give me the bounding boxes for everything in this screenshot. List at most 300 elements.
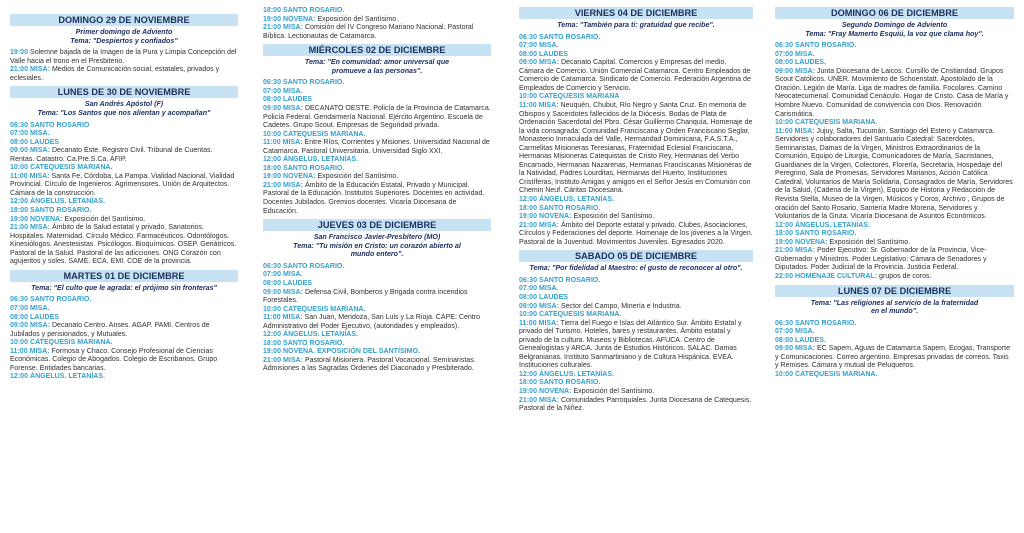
- entry-time: 19:00: [10, 215, 29, 223]
- schedule-list: [519, 277, 753, 414]
- entry-time: 09:00: [10, 322, 29, 330]
- entry-label: CATEQUESIS MARIANA.: [283, 130, 366, 138]
- entry-label: ÁNGELUS. LETANÍAS.: [283, 156, 359, 164]
- theme-line: San Francisco Javier-Presbítero (MO): [313, 233, 441, 242]
- entry-label: NOVENA:: [30, 215, 63, 223]
- entry-label: MISA:: [539, 396, 559, 404]
- entry-label: NOVENA:: [283, 173, 316, 181]
- entry-label: MISA:: [794, 127, 815, 135]
- schedule-list: [775, 42, 1014, 281]
- theme-line: promueve a las personas".: [331, 66, 423, 75]
- entry-label: MISA:: [30, 322, 50, 330]
- entry-label: ÁNGELUS. LETANÍAS.: [795, 221, 871, 229]
- entry-time: 12:00: [10, 198, 29, 206]
- entry-text: Comisión del IV Congreso Mariano Nacional. Pastoral Bíblica. Lectionautas de Catamarca.: [263, 24, 474, 40]
- schedule-entry: [10, 296, 238, 305]
- entry-label: SANTO ROSARIO.: [283, 164, 345, 172]
- theme-line: en el mundo".: [870, 307, 919, 316]
- entry-label: MISA.: [30, 130, 50, 138]
- entry-time: 11:00: [10, 347, 28, 355]
- entry-text: Decanato Este. Registro Civil. Tribunal de Cuentas. Rentas. Catastro. Ca.Pre.S.Ca. AFIP.: [10, 147, 213, 163]
- schedule-entry: [10, 216, 238, 225]
- day-theme: [523, 264, 749, 273]
- schedule-entry: [775, 320, 1014, 329]
- day-header: SABADO 05 DE DICIEMBRE: [519, 250, 753, 262]
- day-theme: [523, 21, 749, 30]
- entry-time: 10:00: [10, 339, 29, 347]
- schedule-entry: [775, 273, 1014, 282]
- entry-time: 07:00: [775, 328, 794, 336]
- entry-time: 19:00: [263, 348, 282, 356]
- entry-label: ÁNGELUS. LETANÍAS.: [30, 373, 106, 381]
- schedule-entry: [263, 173, 491, 182]
- schedule-entry: [263, 88, 491, 97]
- entry-label: SANTO ROSARIO.: [283, 7, 345, 14]
- entry-label: ÁNGELUS. LETANÍAS.: [283, 331, 359, 339]
- day-header: MIÉRCOLES 02 DE DICIEMBRE: [263, 44, 491, 56]
- schedule-entry: [775, 345, 1014, 371]
- entry-label: SANTO ROSARIO: [30, 121, 90, 129]
- entry-label: NOVENA:: [539, 387, 572, 395]
- entry-text: Poder Ejecutivo: Sr. Gobernador de la Provincia, Vice-Gobernador y Ministros. Poder Legislativo: Cámara de Senadores y Diputados. Poder Judicial de la Provincia. Justicia Federal.: [775, 247, 987, 272]
- entry-text: Comunidades Parroquiales. Junta Diocesana de Catequesis. Pastoral de la Niñez.: [519, 396, 752, 413]
- schedule-entry: [263, 24, 491, 41]
- entry-time: 06:30: [10, 121, 29, 129]
- schedule-entry: [10, 49, 238, 66]
- entry-time: 09:00: [519, 59, 538, 67]
- entry-label: CATEQUESIS MARIANA.: [283, 305, 366, 313]
- schedule-entry: [10, 147, 238, 164]
- schedule-entry: [10, 207, 238, 216]
- entry-label: MISA:: [283, 24, 303, 32]
- entry-time: 08:00: [519, 50, 538, 58]
- schedule-entry: [519, 213, 753, 222]
- entry-time: 10:00: [263, 130, 282, 138]
- entry-time: 11:00: [519, 101, 537, 109]
- entry-text: Sector del Campo, Minería e Industria.: [560, 302, 682, 310]
- schedule-list: [519, 34, 753, 248]
- schedule-entry: [10, 224, 238, 267]
- entry-label: NOVENA. EXPOSICIÓN DEL SANTÍSIMO.: [283, 348, 420, 356]
- day-theme: [267, 58, 487, 75]
- entry-time: 10:00: [775, 119, 794, 127]
- entry-time: 21:00: [519, 396, 538, 404]
- day-section: [769, 7, 1020, 285]
- entry-text: Defensa Civil, Bomberos y Brigada contra incendios Forestales.: [263, 288, 468, 305]
- entry-time: 19:00: [519, 387, 538, 395]
- entry-text: Exposición del Santísimo.: [317, 173, 399, 181]
- day-header: MARTES 01 DE DICIEMBRE: [10, 270, 238, 282]
- day-header: DOMINGO 29 DE NOVIEMBRE: [10, 14, 238, 26]
- entry-time: 07:00: [263, 271, 282, 279]
- theme-line: Tema: "En comunidad: amor universal que: [304, 58, 450, 67]
- schedule-entry: [10, 173, 238, 199]
- schedule-entry: [519, 93, 753, 102]
- theme-line: mundo entero".: [350, 250, 404, 259]
- column-4: [769, 0, 1020, 526]
- entry-label: MISA:: [283, 181, 303, 189]
- entry-label: MISA:: [539, 302, 559, 310]
- entry-time: 09:00: [10, 147, 29, 155]
- schedule-entry: [519, 294, 753, 303]
- schedule-list: [10, 296, 238, 381]
- schedule-entry: [519, 42, 753, 51]
- schedule-entry: [263, 16, 491, 25]
- schedule-entry: [519, 379, 753, 388]
- entry-time: 08:00: [263, 96, 282, 104]
- day-theme: [14, 284, 234, 293]
- entry-text: DECANATO OESTE. Policía de la Provincia de Catamarca. Policía Federal. Gendarmería Nacional. Ejército Argentino. Escuela de Cadetes. Grupo Scout. Empresas de Seguridad privada.: [263, 105, 491, 130]
- entry-time: 19:00: [263, 173, 282, 181]
- entry-label: MISA:: [795, 247, 815, 255]
- schedule-entry: [519, 311, 753, 320]
- entry-label: SANTO ROSARIO.: [30, 207, 92, 215]
- theme-line: Tema: "Las religiones al servicio de la fraternidad: [810, 298, 979, 307]
- entry-text: Pastoral Misionera. Pastoral Vocacional. Seminaristas. Admisiones a las Sagradas Órdenes del Diaconado y Presbiterado.: [263, 356, 476, 373]
- schedule-entry: [519, 320, 753, 371]
- column-3: [513, 0, 759, 526]
- entry-time: 11:00: [10, 172, 28, 180]
- schedule-entry: [775, 337, 1014, 346]
- theme-line: Tema: "Tu misión en Cristo: un corazón abierto al: [293, 241, 461, 250]
- entry-text: Formosa y Chaco. Consejo Profesional de Ciencias Económicas. Colegio de Abogados. Colegio de Escribanos. Grupo Forense. Entidades bancarias.: [10, 347, 218, 372]
- schedule-entry: [10, 373, 238, 382]
- entry-time: 09:00: [519, 302, 538, 310]
- entry-label: MISA.: [283, 87, 303, 95]
- entry-time: 09:00: [263, 288, 282, 296]
- entry-text: Ámbito de la Salud estatal y privado. Sanatorios. Hospitales. Maternidad. Círculo Médico. Farmacéuticos. Odontólogos. Kinesiólogos. Anestesistas. Psicólogos. Bioquímicos. OSEP. Geriátricos. Pastoral de la Salud. Pastoral de las adicciones. ONG Corazón con agujeritos y soles. SAME. ECA. EMI. COE de la provincia.: [10, 224, 237, 266]
- entry-time: 10:00: [10, 164, 29, 172]
- entry-label: SANTO ROSARIO.: [795, 42, 857, 50]
- schedule-entry: [263, 357, 491, 374]
- schedule-entry: [775, 59, 1014, 68]
- entry-time: 11:00: [263, 314, 281, 322]
- entry-label: MISA.: [539, 285, 559, 293]
- entry-label: MISA:: [282, 139, 303, 147]
- schedule-entry: [263, 156, 491, 165]
- entry-label: HOMENAJE CULTURAL:: [795, 272, 878, 280]
- entry-text: Neuquén, Chubut, Río Negro y Santa Cruz. En memoria de Obispos y Sacerdotes fallecidos de la Diócesis. Bodas de Plata de Ordenación Sacerdotal del Pbro. César Guillermo Chanquía. Homenaje de la vida consagrada: Comunidad Franciscana y Orden Franciscano Seglar, Monasterio Inmaculada del Valle, Hermandad Dominicana, F.A.S.T.A., Carmelitas Misioneras Teresianas, Fraternidad Eclesial Franciscana, Hermanas Misioneras Catequistas de Cristo Rey, Hermanas del Verbo Encarnado, Hermanas Nazarenas, Hermanas Franciscanas Misioneras de la Natividad, Padres Lourditas, Hermanas del Huerto, Instituciones Cristíferas, Instituto Amigas y amigos en el Señor Jesús en Comunión con Chemin Neuf. Cáritas Diocesana.: [519, 101, 753, 195]
- schedule-entry: [775, 371, 1014, 380]
- entry-label: CATEQUESIS MARIANA.: [795, 370, 878, 378]
- column-1: [4, 0, 244, 533]
- schedule-entry: [775, 51, 1014, 60]
- entry-text: Entre Ríos, Corrientes y Misiones. Universidad Nacional de Catamarca. Pastoral Universitaria. Universidad Siglo XXI.: [263, 139, 490, 155]
- entry-label: LAUDES: [539, 50, 568, 58]
- theme-line: San Andrés Apóstol (F): [84, 100, 164, 109]
- entry-label: MISA:: [283, 356, 303, 364]
- entry-label: ÁNGELUS. LETANÍAS.: [539, 195, 615, 203]
- entry-label: LAUDES: [30, 313, 59, 321]
- schedule-list: [10, 49, 238, 83]
- entry-text: Decanato Centro. Anses. AGAP. PAMI. Centros de Jubilados y pensionados, y Mutuales.: [10, 322, 210, 338]
- schedule-entry: [263, 7, 491, 16]
- entry-label: CATEQUESIS MARIANA.: [539, 311, 622, 319]
- theme-line: Tema: "También para ti: gratuidad que recibe".: [557, 21, 715, 29]
- day-section: [4, 14, 244, 86]
- entry-label: MISA:: [30, 66, 50, 74]
- entry-time: 07:00: [519, 42, 538, 50]
- day-header: JUEVES 03 DE DICIEMBRE: [263, 219, 491, 231]
- schedule-entry: [775, 128, 1014, 222]
- entry-text: Jujuy, Salta, Tucumán, Santiago del Estero y Catamarca. Servidores y colaboradores del Santuario Catedral: Sacerdotes, Seminaristas, Damas de la Virgen, Ministros Extraordinarios de la Comunión, Equipo de Liturgia, Comunicadores de María, Sacristanes, Guardianes de la Virgen, Colectores, Florería, Secretaría, Hospedaje del Peregrino, Sala de Promesas, Servidores Marianos, Acción Católica Catedral, Voluntarios de María Solidaria, Consagrados de María, Servidores de la Salud, (Cadena de la Virgen), Equipo de Historia y Redacción de Revista Stella, Museo de la Virgen, Músicos y Coros, Archivo , Grupos de oración del Santo Rosario, Santería Madre Morena, Servidores y Voluntarios de la Gruta. Vicaría Diocesana de Asuntos Económicos.: [775, 127, 1013, 221]
- schedule-entry: [519, 205, 753, 214]
- entry-time: 06:30: [775, 42, 794, 50]
- entry-label: CATEQUESIS MARIANA.: [795, 119, 878, 127]
- entry-time: 21:00: [775, 247, 794, 255]
- day-section: [513, 250, 759, 416]
- schedule-entry: [263, 139, 491, 156]
- schedule-entry: [775, 230, 1014, 239]
- schedule-entry: [263, 289, 491, 306]
- entry-text: Santa Fe, Córdoba, La Pampa. Vialidad Nacional, Vialidad Provincial. Círculo de Ingenieros. Agrimensores. Unión de Arquitectos. Cámara de la construcción.: [10, 172, 235, 197]
- schedule-entry: [263, 271, 491, 280]
- entry-label: SANTO ROSARIO.: [539, 204, 601, 212]
- schedule-entry: [519, 285, 753, 294]
- day-header: LUNES 07 DE DICIEMBRE: [775, 285, 1014, 297]
- entry-label: ÁNGELUS. LETANÍAS.: [539, 370, 615, 378]
- entry-time: 06:30: [775, 319, 794, 327]
- entry-label: MISA:: [29, 347, 50, 355]
- entry-label: SANTO ROSARIO.: [539, 379, 601, 387]
- schedule-entry: [263, 182, 491, 216]
- day-theme: [779, 21, 1010, 38]
- entry-time: 11:00: [263, 139, 281, 147]
- day-header: LUNES DE 30 DE NOVIEMBRE: [10, 86, 238, 98]
- entry-time: 08:00: [263, 280, 282, 287]
- entry-text: Exposición del Santísimo.: [317, 15, 399, 23]
- schedule-list: [263, 79, 491, 216]
- entry-label: MISA:: [283, 288, 303, 296]
- entry-time: 19:00: [519, 213, 538, 221]
- entry-time: 09:00: [263, 105, 282, 113]
- entry-text: EC Sapem, Aguas de Catamarca Sapem, Ecogas, Transporte y Comunicaciones. Correo argentino. Empresas privadas de correos. Taxis y Remises. Cámara y mutual de Peluqueros.: [775, 345, 1011, 370]
- entry-time: 07:00: [519, 285, 538, 293]
- entry-time: 11:00: [519, 319, 537, 327]
- schedule-entry: [263, 96, 491, 105]
- entry-label: LAUDES: [30, 138, 59, 146]
- schedule-entry: [10, 348, 238, 374]
- schedule-entry: [519, 34, 753, 43]
- schedule-entry: [263, 331, 491, 340]
- entry-time: 19:00: [775, 238, 794, 246]
- schedule-entry: [263, 314, 491, 331]
- entry-time: 22:00: [775, 272, 794, 280]
- theme-line: Tema: "Fray Mamerto Esquiú, la voz que clama hoy".: [805, 29, 984, 38]
- entry-time: 21:00: [10, 66, 29, 74]
- entry-time: 11:00: [775, 127, 793, 135]
- entry-time: 06:30: [519, 276, 538, 284]
- entry-label: MISA:: [283, 105, 303, 113]
- entry-time: 12:00: [519, 370, 538, 378]
- entry-label: MISA:: [538, 319, 559, 327]
- entry-time: 18:00: [519, 379, 538, 387]
- entry-label: SANTO ROSARIO.: [795, 230, 857, 238]
- entry-label: MISA:: [795, 67, 815, 75]
- schedule-entry: [519, 303, 753, 312]
- entry-time: 12:00: [10, 373, 29, 381]
- schedule-entry: [10, 314, 238, 323]
- entry-time: 07:00: [263, 87, 282, 95]
- entry-label: MISA:: [538, 101, 559, 109]
- entry-time: 09:00: [775, 345, 794, 353]
- entry-time: 08:00: [775, 336, 794, 344]
- schedule-entry: [263, 280, 491, 289]
- entry-time: 18:00: [775, 230, 794, 238]
- schedule-list: [263, 7, 491, 41]
- entry-label: MISA:: [30, 224, 50, 232]
- entry-label: CATEQUESIS MARIANA.: [30, 339, 113, 347]
- entry-label: LAUDES.: [795, 336, 826, 344]
- day-section: [257, 44, 497, 219]
- day-theme: [14, 28, 234, 45]
- entry-time: 19:00: [263, 15, 282, 23]
- entry-time: 06:30: [519, 33, 538, 41]
- entry-time: 09:00: [775, 67, 794, 75]
- entry-label: LAUDES: [283, 280, 312, 287]
- entry-label: CATEQUESIS MARIANA.: [30, 164, 113, 172]
- entry-time: 08:00: [10, 138, 29, 146]
- schedule-entry: [10, 66, 238, 83]
- entry-label: MISA.: [795, 50, 815, 58]
- schedule-entry: [10, 122, 238, 131]
- entry-label: SANTO ROSARIO.: [283, 262, 345, 270]
- schedule-list: [775, 320, 1014, 380]
- entry-time: 08:00: [519, 293, 538, 301]
- entry-text: Medios de Comunicación social, estatales, privados y eclesiales.: [10, 66, 220, 82]
- entry-label: MISA:: [30, 147, 50, 155]
- entry-label: CATEQUESIS MARIANA: [539, 93, 620, 101]
- entry-text: Exposición del Santísimo.: [573, 387, 655, 395]
- entry-text: Tierra del Fuego e Islas del Atlántico Sur. Ámbito Estatal y privado del Turismo. Hoteles, bares y restaurantes. Ámbito estatal y privado de la cultura. Museos y Bibliotecas. AFUCA. Centro de Genealogistas y ARCA. Junta de Estudios Históricos. SALAC. Damas Belgranianas. Instituto Sanmartiniano y de Cultura Hispánica. EVEA. Instituciones culturales.: [519, 319, 742, 370]
- theme-line: Tema: "Los Santos que nos alientan y acompañan": [37, 108, 211, 117]
- entry-label: LAUDES: [539, 293, 568, 301]
- entry-time: 07:00: [10, 305, 29, 312]
- theme-line: Segundo Domingo de Adviento: [841, 21, 948, 29]
- entry-time: 21:00: [10, 224, 29, 232]
- entry-text: grupos de coros.: [879, 272, 932, 280]
- entry-text: Exposición del Santísimo.: [829, 238, 911, 246]
- entry-time: 21:00: [263, 24, 282, 32]
- entry-label: SANTO ROSARIO.: [795, 319, 857, 327]
- schedule-entry: [519, 59, 753, 93]
- entry-text: Solemne bajada de la Imagen de la Pura y Limpia Concepción del Valle hacia el trono en el Presbiterio.: [10, 49, 237, 65]
- entry-label: MISA:: [795, 345, 815, 353]
- entry-label: NOVENA:: [795, 238, 828, 246]
- entry-label: MISA.: [539, 42, 559, 50]
- entry-text: Ámbito de la Educación Estatal, Privado y Municipal. Pastoral de la Educación. Institutos Superiores. Docentes en actividad. Docentes Jubilados. Gremios docentes. Vicaría Diocesana de Educación.: [263, 181, 485, 215]
- entry-time: 07:00: [775, 50, 794, 58]
- day-section: [257, 219, 497, 377]
- day-header: DOMINGO 06 DE DICIEMBRE: [775, 7, 1014, 19]
- entry-label: NOVENA:: [539, 213, 572, 221]
- schedule-entry: [519, 51, 753, 60]
- theme-line: Tema: "Por fidelidad al Maestro: el gusto de reconocer al otro".: [529, 264, 743, 273]
- day-section: [4, 270, 244, 385]
- entry-label: MISA.: [30, 305, 50, 312]
- entry-time: 12:00: [775, 221, 794, 229]
- schedule-entry: [10, 305, 238, 314]
- entry-label: SANTO ROSARIO.: [283, 339, 345, 347]
- schedule-list: [263, 263, 491, 374]
- day-header: VIERNES 04 DE DICIEMBRE: [519, 7, 753, 19]
- schedule-entry: [519, 397, 753, 414]
- entry-time: 10:00: [519, 93, 538, 101]
- entry-time: 12:00: [263, 331, 282, 339]
- schedule-entry: [263, 165, 491, 174]
- schedule-entry: [519, 196, 753, 205]
- entry-time: 10:00: [775, 370, 794, 378]
- schedule-entry: [775, 239, 1014, 248]
- entry-label: MISA:: [539, 221, 559, 229]
- schedule-entry: [263, 348, 491, 357]
- schedule-entry: [10, 139, 238, 148]
- entry-text: Ámbito del Deporte estatal y privado. Clubes, Asociaciones, Círculos y Federaciones del deporte. Homenaje de los jóvenes a la Virgen. Pastoral de la Juventud. Movimientos Juveniles. Egresados 2020.: [519, 221, 753, 246]
- entry-time: 12:00: [263, 156, 282, 164]
- entry-label: LAUDES: [283, 96, 312, 104]
- schedule-entry: [775, 119, 1014, 128]
- entry-label: MISA.: [795, 328, 815, 336]
- entry-label: MISA:: [29, 172, 50, 180]
- schedule-entry: [263, 105, 491, 131]
- entry-label: SANTO ROSARIO.: [539, 33, 601, 41]
- entry-time: 21:00: [263, 356, 282, 364]
- day-theme: [267, 233, 487, 259]
- entry-time: 18:00: [519, 204, 538, 212]
- schedule-list: [10, 122, 238, 267]
- schedule-entry: [263, 79, 491, 88]
- entry-text: Junta Diocesana de Laicos. Cursillo de Cristiandad. Grupos Scout Católicos. UNER. Movimiento de Schoenstatt. Apostolado de la Oración. Legión de María. Liga de madres de familia. Focolares. Camino Neocatecumenal. Comunidad Cenáculo. Hogar de Cristo. Casa de María y Hombre Nuevo. Comunidad de convivencia con Dios. Renovación Carismática.: [775, 67, 1009, 118]
- schedule-entry: [519, 388, 753, 397]
- entry-time: 06:30: [263, 79, 282, 87]
- day-theme: [14, 100, 234, 117]
- entry-label: MISA:: [539, 59, 559, 67]
- entry-text: Decanato Capital. Comercios y Empresas del medio. Cámara de Comercio. Unión Comercial Catamarca. Centro Empleados de Comercio de Catamarca. Sindicato de Comercio. Federación Argentina de Empleados de Comercio y Servicio.: [519, 59, 751, 92]
- entry-text: Exposición del Santísimo.: [573, 213, 655, 221]
- entry-label: LAUDES.: [795, 59, 826, 67]
- entry-time: 18:00: [10, 207, 29, 215]
- schedule-entry: [519, 102, 753, 196]
- schedule-entry: [519, 222, 753, 248]
- day-theme: [779, 299, 1010, 316]
- entry-time: 10:00: [519, 311, 538, 319]
- schedule-entry: [263, 263, 491, 272]
- day-section: [513, 7, 759, 250]
- entry-label: SANTO ROSARIO.: [30, 296, 92, 304]
- day-section: [257, 7, 497, 44]
- entry-text: San Juan, Mendoza, San Luis y La Rioja. CAPE: Centro Administrativo del Poder Ejecutivo, (autoridades y empleados).: [263, 314, 481, 330]
- schedule-entry: [10, 130, 238, 139]
- entry-label: NOVENA:: [283, 15, 316, 23]
- entry-time: 10:00: [263, 305, 282, 313]
- entry-label: ÁNGELUS. LETANÍAS.: [30, 198, 106, 206]
- schedule-entry: [263, 306, 491, 315]
- schedule-entry: [775, 328, 1014, 337]
- entry-time: 08:00: [775, 59, 794, 67]
- entry-time: 18:00: [263, 164, 282, 172]
- entry-time: 19:00: [10, 49, 29, 57]
- schedule-entry: [10, 164, 238, 173]
- entry-time: 21:00: [519, 221, 538, 229]
- schedule-entry: [775, 247, 1014, 273]
- entry-time: 06:30: [10, 296, 29, 304]
- day-section: [769, 285, 1020, 383]
- entry-time: 12:00: [519, 195, 538, 203]
- entry-label: SANTO ROSARIO.: [539, 276, 601, 284]
- column-2: [257, 0, 497, 526]
- entry-label: MISA:: [282, 314, 303, 322]
- entry-time: 06:30: [263, 262, 282, 270]
